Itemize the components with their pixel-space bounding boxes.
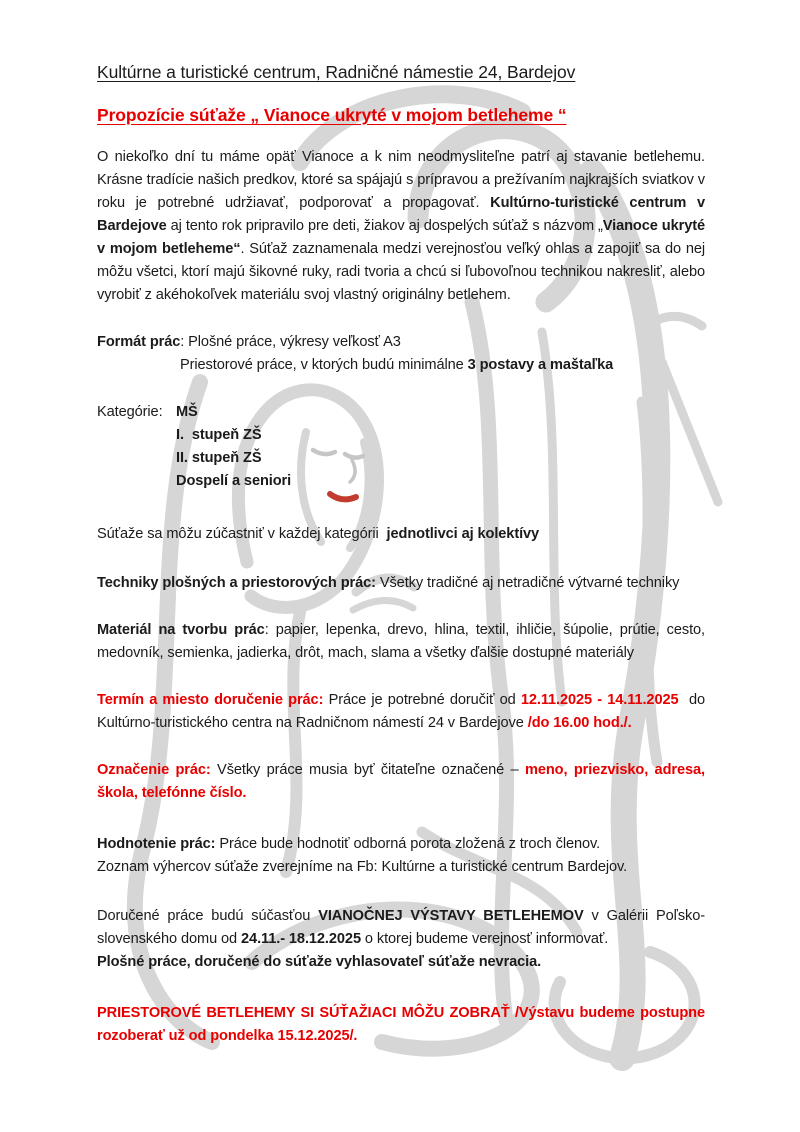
takeaway-line xyxy=(97,1002,705,1048)
categories-line xyxy=(97,470,705,493)
intro-text: Vianoce ukryté v mojom betleheme“ xyxy=(97,218,705,257)
paragraph-evaluation xyxy=(97,833,705,879)
evaluation-line xyxy=(97,856,705,879)
techniques-text: Všetky tradičné aj netradičné výtvarné techniky xyxy=(375,575,680,591)
paragraph-material xyxy=(97,619,705,665)
page-title: Kultúrne a turistické centrum, Radničné námestie 24, Bardejov xyxy=(97,62,576,82)
categories-text: Kategórie: xyxy=(97,404,163,420)
format-text: : Plošné práce, výkresy veľkosť A3 xyxy=(180,334,401,350)
exhibition-text: Plošné práce, doručené do súťaže vyhlasovateľ súťaže nevracia. xyxy=(97,954,542,970)
paragraph-techniques xyxy=(97,572,705,595)
deadline-text: Práce je potrebné doručiť od xyxy=(323,692,521,708)
evaluation-text: Práce bude hodnotiť odborná porota zložená z troch členov. xyxy=(215,836,601,852)
evaluation-line xyxy=(97,833,705,856)
participate-text: Súťaže sa môžu zúčastniť v každej kategórii xyxy=(97,526,387,542)
document-content xyxy=(97,60,705,1048)
paragraph-takeaway xyxy=(97,1002,705,1048)
participate-text: jednotlivci aj kolektívy xyxy=(386,526,540,542)
paragraph-deadline xyxy=(97,689,705,735)
format-text: Priestorové práce, v ktorých budú minimálne xyxy=(180,357,468,373)
exhibition-line xyxy=(97,951,705,974)
evaluation-text: Hodnotenie prác: xyxy=(97,836,216,852)
exhibition-line xyxy=(97,905,705,951)
deadline-text: /do 16.00 hod./. xyxy=(527,715,632,731)
exhibition-text: Doručené práce budú súčasťou xyxy=(97,908,319,924)
takeaway-text: PRIESTOROVÉ BETLEHEMY SI SÚŤAŽIACI MÔŽU ZOBRAŤ /Výstavu budeme postupne rozoberať už od pondelka 15.12.2025/. xyxy=(97,1005,705,1044)
format-line xyxy=(97,354,705,377)
categories-text: I. stupeň ZŠ xyxy=(176,427,262,443)
categories-line xyxy=(97,447,705,470)
marking-text: meno, priezvisko, adresa, škola, telefónne číslo. xyxy=(97,762,705,801)
marking-text: Všetky práce musia byť čitateľne označené – xyxy=(210,762,525,778)
deadline-text: 12.11.2025 - 14.11.2025 xyxy=(520,692,679,708)
exhibition-text: v Galérii Poľsko-slovenského domu od xyxy=(97,908,705,947)
paragraph-marking xyxy=(97,759,705,805)
deadline-text: do Kultúrno-turistického centra na Radničnom námestí 24 v Bardejove xyxy=(97,692,705,731)
material-line xyxy=(97,619,705,665)
categories-text: Dospelí a seniori xyxy=(176,473,292,489)
techniques-text: Techniky plošných a priestorových prác: xyxy=(97,575,376,591)
intro-text: . Súťaž zaznamenala medzi verejnosťou veľký ohlas a zapojiť sa do nej môžu všetci, ktorí majú šikovné ruky, radi tvoria a chcú si ľubovoľnou technikou nakresliť, alebo vyrobiť z akéhokoľvek materiálu svoj vlastný originálny betlehem. xyxy=(97,241,705,303)
categories-line xyxy=(97,424,705,447)
participate-line xyxy=(97,523,705,546)
format-text: Formát prác xyxy=(97,334,181,350)
marking-text: Označenie prác: xyxy=(97,762,211,778)
exhibition-text: o ktorej budeme verejnosť informovať. xyxy=(360,931,609,947)
exhibition-text: 24.11.- 18.12.2025 xyxy=(241,931,361,947)
intro-text: aj tento rok pripravilo pre deti, žiakov aj dospelých súťaž s názvom „ xyxy=(166,218,603,234)
paragraph-categories xyxy=(97,401,705,493)
format-line xyxy=(97,331,705,354)
intro-text: Kultúrno-turistické centrum v Bardejove xyxy=(97,195,705,234)
techniques-line xyxy=(97,572,705,595)
paragraph-participate xyxy=(97,523,705,546)
material-text: : papier, lepenka, drevo, hlina, textil, ihličie, šúpolie, prútie, cesto, medovník, semienka, jadierka, drôt, mach, slama a všetky ďalšie dostupné materiály xyxy=(97,622,705,661)
competition-heading: Propozície súťaže „ Vianoce ukryté v mojom betleheme “ xyxy=(97,105,567,125)
categories-text: II. stupeň ZŠ xyxy=(176,450,262,466)
intro-text: O niekoľko dní tu máme opäť Vianoce a k nim neodmysliteľne patrí aj stavanie betlehemu. Krásne tradície našich predkov, ktoré sa spájajú s prípravou a prežívaním najkrajších sviatkov v roku je potrebné udržiavať, podporovať a propagovať. xyxy=(97,149,705,211)
paragraph-format xyxy=(97,331,705,377)
exhibition-text: VIANOČNEJ VÝSTAVY BETLEHEMOV xyxy=(318,908,584,924)
evaluation-text: Zoznam výhercov súťaže zverejníme na Fb: Kultúrne a turistické centrum Bardejov. xyxy=(97,859,628,875)
deadline-text: Termín a miesto doručenie prác: xyxy=(97,692,324,708)
format-text: 3 postavy a maštaľka xyxy=(467,357,614,373)
document-body xyxy=(97,146,705,1048)
material-text: Materiál na tvorbu prác xyxy=(97,622,265,638)
categories-line xyxy=(97,401,705,424)
deadline-line xyxy=(97,689,705,735)
paragraph-exhibition xyxy=(97,905,705,974)
intro-line xyxy=(97,146,705,307)
paragraph-intro xyxy=(97,146,705,307)
marking-line xyxy=(97,759,705,805)
categories-text: MŠ xyxy=(176,404,198,420)
